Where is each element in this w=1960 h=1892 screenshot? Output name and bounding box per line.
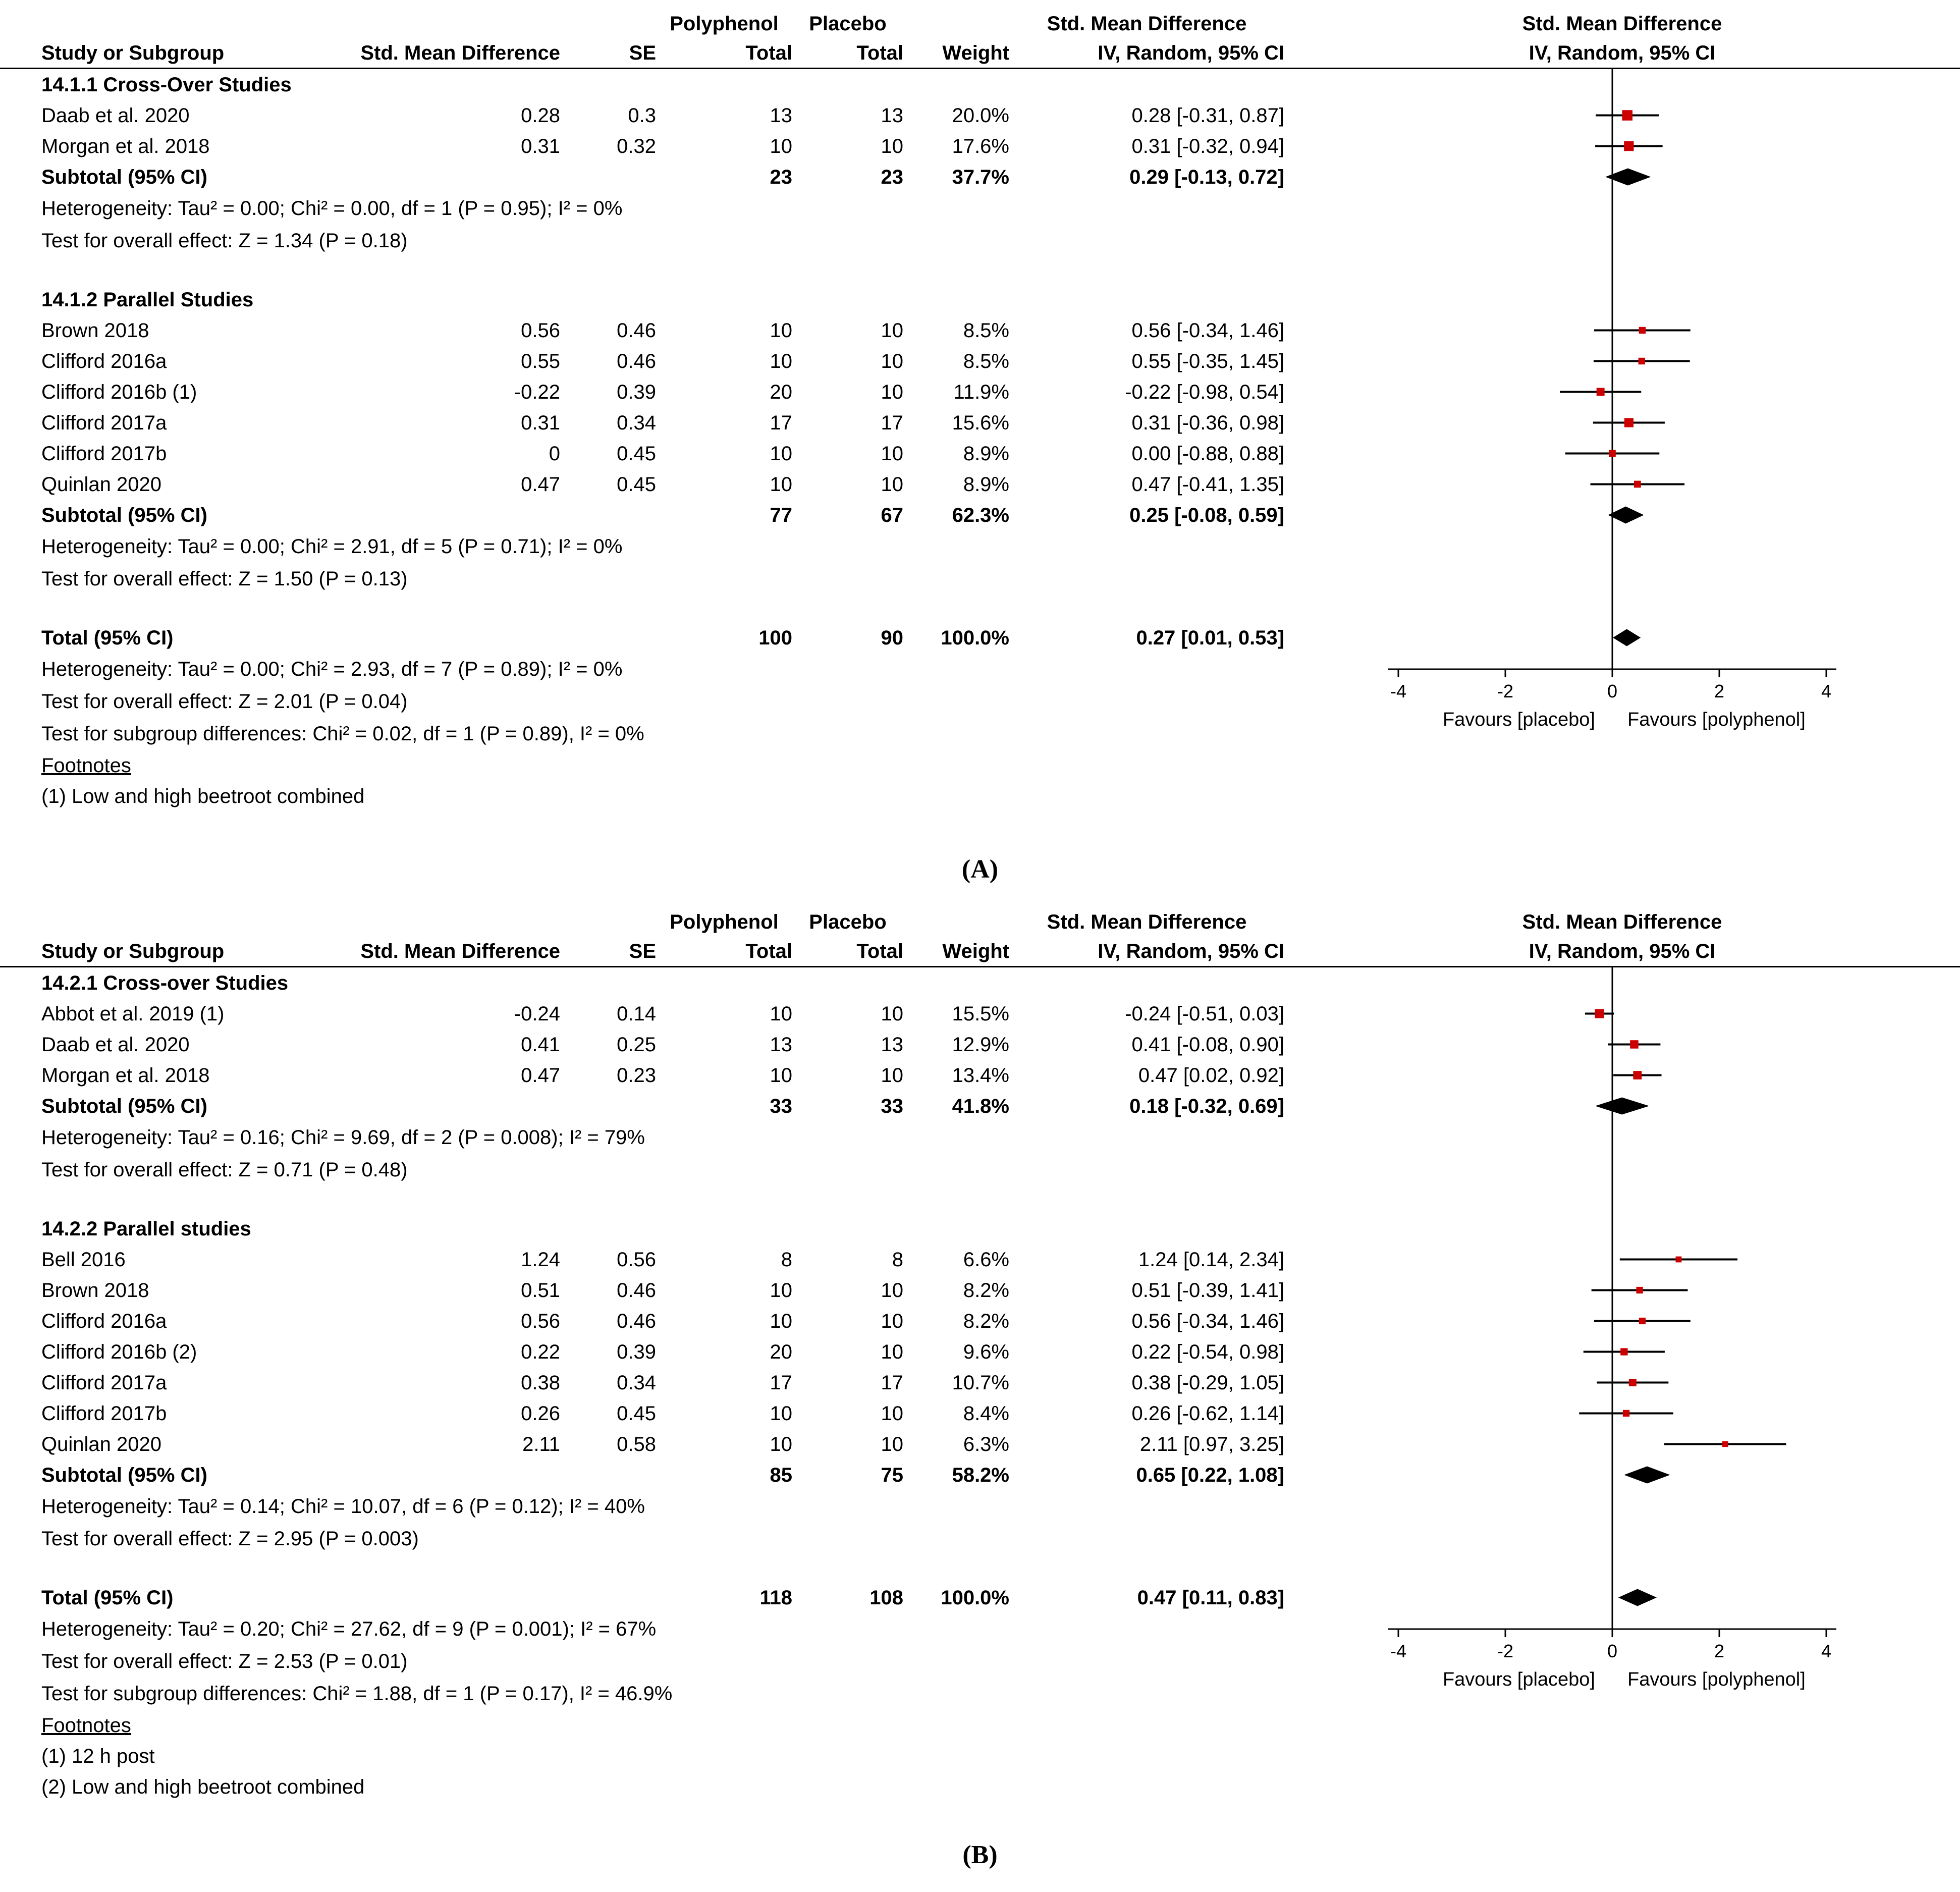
ci-text: -0.22 [-0.98, 0.54] [1125,381,1284,403]
treatment-total: 10 [770,1002,792,1025]
treatment-total: 10 [770,1402,792,1425]
ci-text: 0.22 [-0.54, 0.98] [1131,1340,1284,1363]
smd-value: 0.51 [521,1279,560,1302]
treatment-total: 10 [770,1279,792,1302]
footnotes-title: Footnotes [41,1714,131,1737]
study-row [0,998,1960,1029]
axis-tick-label: 2 [1714,1641,1725,1661]
study-row [0,1367,1960,1398]
subtotal-ci: 0.18 [-0.32, 0.69] [1129,1095,1284,1117]
weight-value: 8.2% [963,1279,1009,1302]
ci-text: 0.47 [-0.41, 1.35] [1131,473,1284,496]
favours-right-label: Favours [polyphenol] [1627,709,1806,730]
weight-value: 17.6% [952,135,1009,157]
study-row [0,407,1960,438]
subtotal-treatment-total: 23 [770,166,792,188]
study-row [0,1275,1960,1306]
smd-value: 0.47 [521,473,560,496]
forest-plot-panel-a [0,9,1960,812]
se-value: 0.46 [617,1279,656,1302]
ci-text: 0.26 [-0.62, 1.14] [1131,1402,1284,1425]
weight-value: 13.4% [952,1064,1009,1087]
weight-value: 8.9% [963,442,1009,465]
treatment-total: 10 [770,1310,792,1332]
se-value: 0.34 [617,411,656,434]
se-value: 0.56 [617,1248,656,1271]
heterogeneity-text: Heterogeneity: Tau² = 0.00; Chi² = 2.91, df = 5 (P = 0.71); I² = 0% [41,535,623,558]
study-name: Clifford 2016a [41,1310,167,1332]
overall-effect-text: Test for overall effect: Z = 2.95 (P = 0.003) [41,1528,419,1550]
forest-plot-panel-b [0,907,1960,1802]
col-header-weight: Weight [942,42,1009,64]
study-row [0,1398,1960,1429]
ci-text: 0.00 [-0.88, 0.88] [1131,442,1284,465]
ci-text: 1.24 [0.14, 2.34] [1138,1248,1284,1271]
study-row [0,1244,1960,1275]
effect-text-title: Std. Mean Difference [1047,911,1247,933]
column-header-row [0,937,1960,966]
smd-value: 0.38 [521,1371,560,1394]
group-header-row [0,9,1960,38]
study-name: Quinlan 2020 [41,1433,161,1455]
study-row [0,1029,1960,1060]
panel-label-b: (B) [962,1841,998,1869]
control-total: 10 [881,1064,903,1087]
treatment-total: 10 [770,1433,792,1455]
subtotal-weight: 37.7% [952,166,1009,188]
study-row [0,376,1960,407]
control-group-header: Placebo [809,13,887,35]
study-name: Brown 2018 [41,1279,149,1302]
control-total: 10 [881,1340,903,1363]
study-row [0,469,1960,500]
weight-value: 11.9% [953,381,1009,403]
study-name: Clifford 2016b (2) [41,1340,197,1363]
study-name: Daab et al. 2020 [41,1033,190,1056]
study-name: Morgan et al. 2018 [41,135,210,157]
ci-text: 0.47 [0.02, 0.92] [1138,1064,1284,1087]
subgroup-title-row [0,1213,1960,1244]
ci-text: 0.51 [-0.39, 1.41] [1131,1279,1284,1302]
stats-text-row [0,1678,1960,1710]
treatment-total: 13 [770,104,792,127]
smd-value: 0.28 [521,104,560,127]
smd-value: 0.47 [521,1064,560,1087]
subgroup-title: 14.1.1 Cross-Over Studies [41,73,292,96]
control-total: 17 [881,1371,903,1394]
total-ci: 0.27 [0.01, 0.53] [1136,626,1284,649]
col-header-control-total: Total [856,42,903,64]
subtotal-weight: 62.3% [952,504,1009,526]
treatment-total: 20 [770,381,792,403]
weight-value: 8.2% [963,1310,1009,1332]
col-header-study: Study or Subgroup [41,42,225,64]
col-header-weight: Weight [942,940,1009,962]
control-total: 10 [881,1310,903,1332]
study-name: Bell 2016 [41,1248,126,1271]
spacer-row [0,257,1960,284]
axis-tick-label: -4 [1390,1641,1407,1661]
stats-text-row [0,225,1960,257]
study-row [0,315,1960,346]
subtotal-ci: 0.29 [-0.13, 0.72] [1129,166,1284,188]
study-row [0,438,1960,469]
total-ci: 0.47 [0.11, 0.83] [1137,1586,1284,1609]
control-total: 10 [881,135,903,157]
smd-value: -0.24 [514,1002,560,1025]
total-label: Total (95% CI) [41,1586,174,1609]
column-header-row [0,38,1960,68]
treatment-total: 10 [770,350,792,372]
group-header-row [0,907,1960,937]
spacer-row [0,1186,1960,1213]
col-header-smd: Std. Mean Difference [360,940,560,962]
study-name: Brown 2018 [41,319,149,342]
stats-text-row [0,1645,1960,1678]
col-header-se: SE [629,42,656,64]
col-header-plot-ci: IV, Random, 95% CI [1529,940,1716,962]
se-value: 0.46 [617,1310,656,1332]
subtotal-control-total: 67 [881,504,903,526]
total-treatment-total: 118 [759,1586,792,1609]
footnotes-title-row [0,1710,1960,1741]
subgroup-differences-text: Test for subgroup differences: Chi² = 1.88, df = 1 (P = 0.17), I² = 46.9% [41,1683,673,1705]
weight-value: 15.6% [952,411,1009,434]
total-weight: 100.0% [941,626,1009,649]
se-value: 0.45 [617,1402,656,1425]
axis-tick-label: 0 [1607,681,1618,701]
study-name: Morgan et al. 2018 [41,1064,210,1087]
control-total: 10 [881,381,903,403]
se-value: 0.32 [617,135,656,157]
control-total: 10 [881,1279,903,1302]
weight-value: 8.5% [963,350,1009,372]
footnotes-title-row [0,750,1960,781]
study-name: Daab et al. 2020 [41,104,190,127]
col-header-se: SE [629,940,656,962]
weight-value: 9.6% [963,1340,1009,1363]
treatment-total: 10 [770,473,792,496]
total-heterogeneity-text: Heterogeneity: Tau² = 0.00; Chi² = 2.93, df = 7 (P = 0.89); I² = 0% [41,658,623,680]
col-header-ci: IV, Random, 95% CI [1098,940,1284,962]
treatment-total: 10 [770,319,792,342]
treatment-total: 10 [770,135,792,157]
subtotal-treatment-total: 77 [770,504,792,526]
smd-value: 2.11 [522,1433,560,1455]
axis-tick-label: 4 [1821,1641,1832,1661]
stats-text-row [0,1121,1960,1154]
stats-text-row [0,653,1960,685]
total-row [0,1582,1960,1613]
subgroup-title: 14.2.2 Parallel studies [41,1217,251,1240]
overall-effect-text: Test for overall effect: Z = 1.34 (P = 0.18) [41,230,408,252]
spacer-row [0,1555,1960,1582]
se-value: 0.25 [617,1033,656,1056]
control-total: 8 [892,1248,903,1271]
subtotal-label: Subtotal (95% CI) [41,1095,207,1117]
control-total: 10 [881,319,903,342]
control-total: 10 [881,442,903,465]
footnote-row [0,781,1960,812]
study-name: Quinlan 2020 [41,473,161,496]
study-name: Clifford 2017b [41,1402,167,1425]
treatment-total: 17 [770,1371,792,1394]
study-row [0,1306,1960,1336]
ci-text: 0.31 [-0.36, 0.98] [1131,411,1284,434]
footnote-text: (1) Low and high beetroot combined [41,785,365,807]
axis-tick-label: -4 [1390,681,1407,701]
stats-text-row [0,1154,1960,1186]
ci-text: 0.56 [-0.34, 1.46] [1131,319,1284,342]
total-heterogeneity-text: Heterogeneity: Tau² = 0.20; Chi² = 27.62, df = 9 (P = 0.001); I² = 67% [41,1618,657,1640]
study-row [0,1060,1960,1091]
control-total: 10 [881,1402,903,1425]
subtotal-ci: 0.65 [0.22, 1.08] [1136,1464,1284,1486]
axis-tick-label: -2 [1497,681,1514,701]
stats-text-row [0,192,1960,225]
forest-table [0,907,1960,1802]
col-header-control-total: Total [856,940,903,962]
weight-value: 8.4% [963,1402,1009,1425]
effect-plot-title: Std. Mean Difference [1522,911,1722,933]
subgroup-differences-text: Test for subgroup differences: Chi² = 0.02, df = 1 (P = 0.89), I² = 0% [41,723,644,745]
ci-text: -0.24 [-0.51, 0.03] [1125,1002,1284,1025]
panel-label-a: (A) [961,855,999,884]
study-name: Clifford 2017a [41,411,167,434]
total-label: Total (95% CI) [41,626,174,649]
total-overall-effect-text: Test for overall effect: Z = 2.01 (P = 0.04) [41,690,408,713]
effect-plot-title: Std. Mean Difference [1522,13,1722,35]
study-name: Clifford 2017a [41,1371,167,1394]
ci-text: 0.41 [-0.08, 0.90] [1131,1033,1284,1056]
footnote-text: (2) Low and high beetroot combined [41,1775,365,1798]
overall-effect-text: Test for overall effect: Z = 1.50 (P = 0.13) [41,568,408,590]
treatment-total: 8 [781,1248,792,1271]
smd-value: 0.56 [521,1310,560,1332]
smd-value: 0.41 [521,1033,560,1056]
treatment-total: 17 [770,411,792,434]
smd-value: -0.22 [514,381,560,403]
weight-value: 8.5% [963,319,1009,342]
smd-value: 0.22 [521,1340,560,1363]
subtotal-ci: 0.25 [-0.08, 0.59] [1129,504,1284,526]
total-overall-effect-text: Test for overall effect: Z = 2.53 (P = 0.01) [41,1650,408,1672]
treatment-group-header: Polyphenol [670,911,779,933]
favours-left-label: Favours [placebo] [1442,1669,1595,1690]
control-total: 13 [881,104,903,127]
study-row [0,1336,1960,1367]
smd-value: 0.55 [521,350,560,372]
col-header-treatment-total: Total [745,42,792,64]
subtotal-row [0,1459,1960,1490]
stats-text-row [0,718,1960,750]
heterogeneity-text: Heterogeneity: Tau² = 0.14; Chi² = 10.07, df = 6 (P = 0.12); I² = 40% [41,1495,645,1518]
treatment-total: 13 [770,1033,792,1056]
subtotal-treatment-total: 33 [770,1095,792,1117]
study-name: Clifford 2016a [41,350,167,372]
axis-tick-label: 0 [1607,1641,1618,1661]
se-value: 0.46 [617,350,656,372]
stats-text-row [0,530,1960,563]
subtotal-control-total: 75 [881,1464,903,1486]
treatment-total: 20 [770,1340,792,1363]
subtotal-label: Subtotal (95% CI) [41,1464,207,1486]
study-name: Clifford 2016b (1) [41,381,197,403]
subtotal-row [0,161,1960,192]
weight-value: 8.9% [963,473,1009,496]
study-row [0,100,1960,131]
treatment-group-header: Polyphenol [670,13,779,35]
subgroup-title-row [0,967,1960,998]
study-name: Abbot et al. 2019 (1) [41,1002,225,1025]
ci-text: 2.11 [0.97, 3.25] [1139,1433,1284,1455]
weight-value: 15.5% [952,1002,1009,1025]
heterogeneity-text: Heterogeneity: Tau² = 0.16; Chi² = 9.69, df = 2 (P = 0.008); I² = 79% [41,1126,645,1149]
axis-tick-label: 4 [1821,681,1832,701]
col-header-plot-ci: IV, Random, 95% CI [1529,42,1716,64]
se-value: 0.45 [617,473,656,496]
stats-text-row [0,1523,1960,1555]
se-value: 0.39 [617,1340,656,1363]
control-total: 10 [881,350,903,372]
stats-text-row [0,685,1960,718]
total-control-total: 90 [881,626,903,649]
ci-text: 0.55 [-0.35, 1.45] [1131,350,1284,372]
footnotes-title: Footnotes [41,754,131,777]
stats-text-row [0,1613,1960,1645]
total-row [0,622,1960,653]
study-name: Clifford 2017b [41,442,167,465]
smd-value: 0.31 [521,411,560,434]
ci-text: 0.31 [-0.32, 0.94] [1131,135,1284,157]
weight-value: 10.7% [952,1371,1009,1394]
subtotal-row [0,1091,1960,1121]
study-row [0,346,1960,376]
col-header-smd: Std. Mean Difference [360,42,560,64]
smd-value: 1.24 [521,1248,560,1271]
se-value: 0.34 [617,1371,656,1394]
se-value: 0.58 [617,1433,656,1455]
subtotal-row [0,500,1960,530]
se-value: 0.39 [617,381,656,403]
smd-value: 0 [549,442,560,465]
subtotal-treatment-total: 85 [770,1464,792,1486]
spacer-row [0,595,1960,622]
favours-right-label: Favours [polyphenol] [1627,1669,1806,1690]
se-value: 0.45 [617,442,656,465]
treatment-total: 10 [770,442,792,465]
control-total: 10 [881,473,903,496]
axis-tick-label: 2 [1714,681,1725,701]
heterogeneity-text: Heterogeneity: Tau² = 0.00; Chi² = 0.00, df = 1 (P = 0.95); I² = 0% [41,197,623,220]
total-treatment-total: 100 [758,626,792,649]
se-value: 0.14 [617,1002,656,1025]
col-header-study: Study or Subgroup [41,940,225,962]
subgroup-title: 14.1.2 Parallel Studies [41,288,254,311]
control-total: 13 [881,1033,903,1056]
treatment-total: 10 [770,1064,792,1087]
total-control-total: 108 [869,1586,903,1609]
stats-text-row [0,563,1960,595]
study-row [0,131,1960,161]
subtotal-control-total: 33 [881,1095,903,1117]
footnote-text: (1) 12 h post [41,1745,155,1767]
stats-text-row [0,1490,1960,1523]
footnote-row [0,1771,1960,1802]
se-value: 0.23 [617,1064,656,1087]
axis-tick-label: -2 [1497,1641,1514,1661]
se-value: 0.3 [628,104,656,127]
control-total: 17 [881,411,903,434]
weight-value: 20.0% [952,104,1009,127]
forest-table [0,9,1960,812]
ci-text: 0.56 [-0.34, 1.46] [1131,1310,1284,1332]
col-header-treatment-total: Total [745,940,792,962]
subtotal-label: Subtotal (95% CI) [41,166,207,188]
smd-value: 0.26 [521,1402,560,1425]
subgroup-title-row [0,69,1960,100]
control-total: 10 [881,1002,903,1025]
se-value: 0.46 [617,319,656,342]
subtotal-weight: 41.8% [952,1095,1009,1117]
weight-value: 6.3% [963,1433,1009,1455]
subgroup-title-row [0,284,1960,315]
footnote-row [0,1741,1960,1771]
favours-left-label: Favours [placebo] [1442,709,1595,730]
smd-value: 0.56 [521,319,560,342]
weight-value: 6.6% [963,1248,1009,1271]
subtotal-label: Subtotal (95% CI) [41,504,207,526]
subtotal-control-total: 23 [881,166,903,188]
total-weight: 100.0% [941,1586,1009,1609]
subgroup-title: 14.2.1 Cross-over Studies [41,971,289,994]
ci-text: 0.28 [-0.31, 0.87] [1131,104,1284,127]
weight-value: 12.9% [952,1033,1009,1056]
effect-text-title: Std. Mean Difference [1047,13,1247,35]
study-row [0,1429,1960,1459]
col-header-ci: IV, Random, 95% CI [1098,42,1284,64]
overall-effect-text: Test for overall effect: Z = 0.71 (P = 0.48) [41,1159,408,1181]
control-total: 10 [881,1433,903,1455]
control-group-header: Placebo [809,911,887,933]
smd-value: 0.31 [521,135,560,157]
subtotal-weight: 58.2% [952,1464,1009,1486]
ci-text: 0.38 [-0.29, 1.05] [1131,1371,1284,1394]
